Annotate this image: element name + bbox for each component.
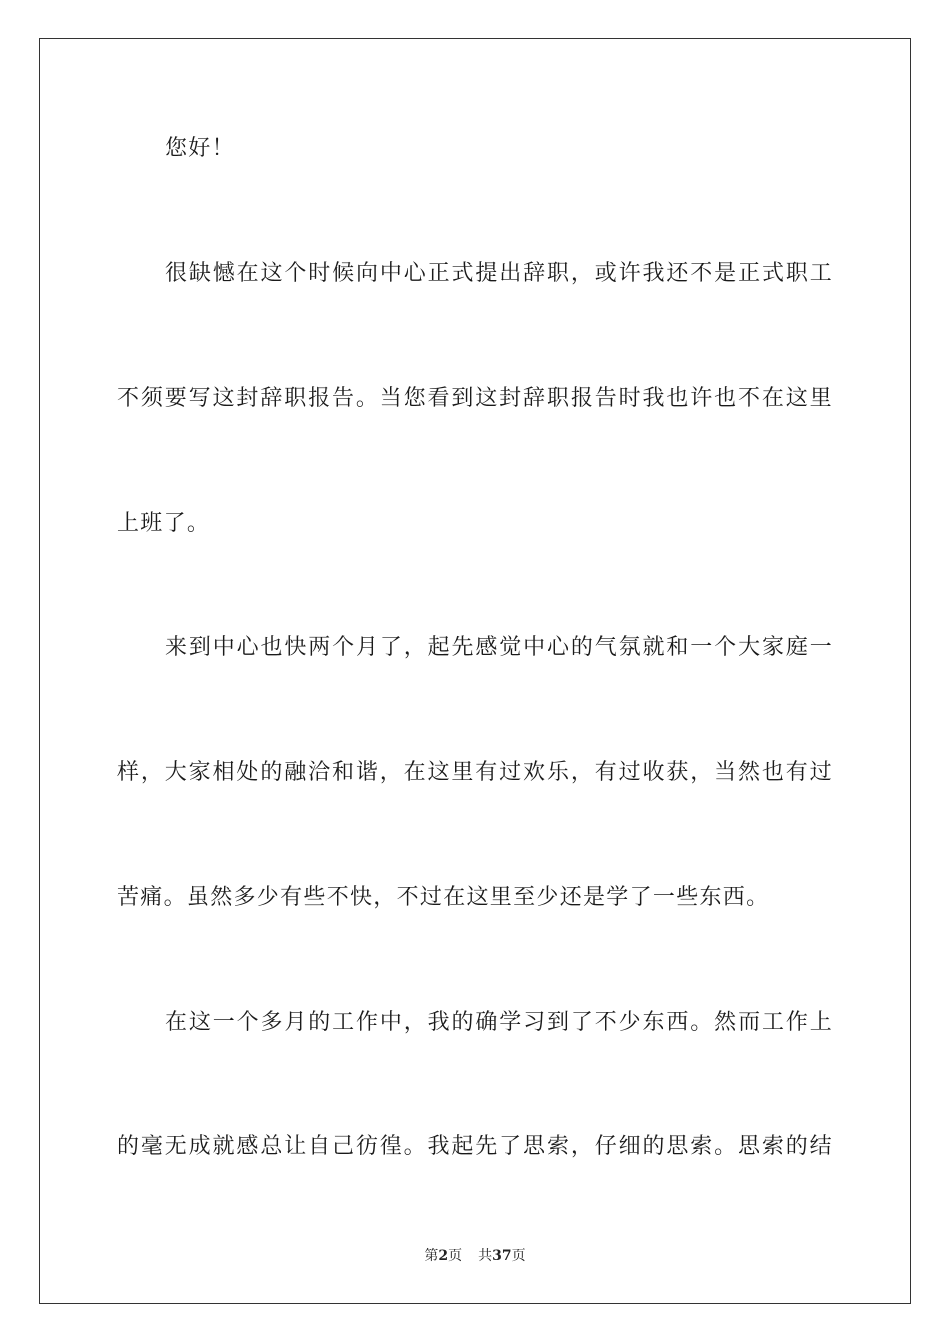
- paragraph-2-line-2: 样，大家相处的融洽和谐，在这里有过欢乐，有过收获，当然也有过: [117, 760, 833, 785]
- greeting-line: 您好！: [165, 136, 235, 161]
- paragraph-3-line-1: 在这一个多月的工作中，我的确学习到了不少东西。然而工作上: [165, 1010, 833, 1035]
- paragraph-1-line-1: 很缺憾在这个时候向中心正式提出辞职，或许我还不是正式职工: [165, 261, 833, 286]
- paragraph-1-line-2: 不须要写这封辞职报告。当您看到这封辞职报告时我也许也不在这里: [117, 386, 833, 411]
- page-prefix: 第: [424, 1248, 439, 1264]
- page-frame: [39, 38, 911, 1304]
- paragraph-3-line-2: 的毫无成就感总让自己彷徨。我起先了思索，仔细的思索。思索的结: [117, 1134, 833, 1159]
- paragraph-2-line-3: 苦痛。虽然多少有些不快，不过在这里至少还是学了一些东西。: [117, 885, 770, 910]
- page-current: 2: [438, 1248, 449, 1264]
- total-prefix: 共: [478, 1248, 493, 1264]
- paragraph-1-line-3: 上班了。: [117, 511, 211, 536]
- page-suffix: 页: [448, 1248, 463, 1264]
- page-footer: [0, 1246, 950, 1266]
- total-suffix: 页: [511, 1248, 526, 1264]
- page-total: 37: [492, 1248, 512, 1264]
- paragraph-2-line-1: 来到中心也快两个月了，起先感觉中心的气氛就和一个大家庭一: [165, 635, 833, 660]
